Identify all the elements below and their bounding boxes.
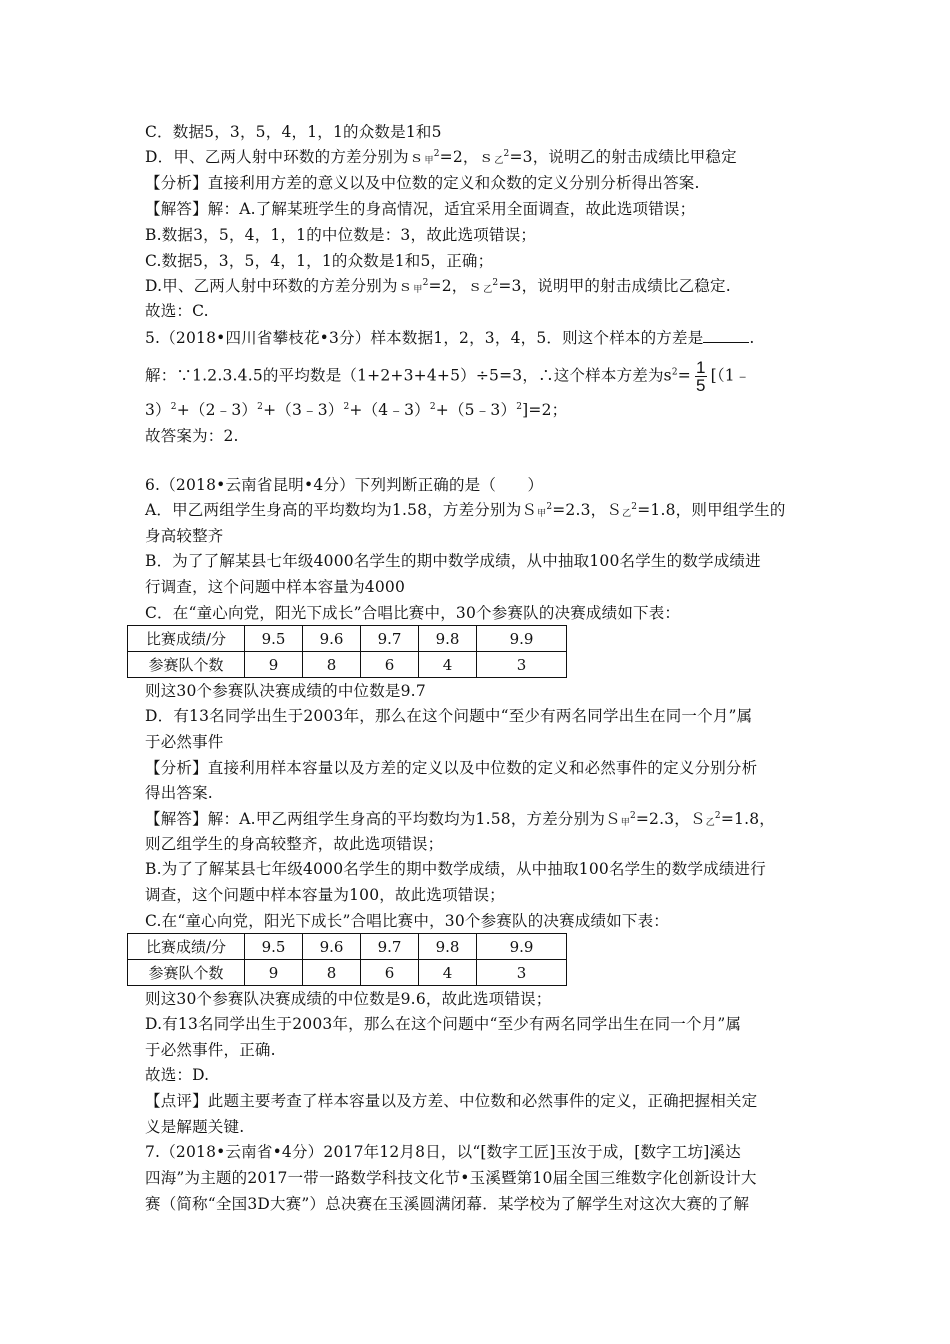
table-row (128, 652, 567, 678)
answer-blank (703, 328, 749, 343)
table-cell: 6 (361, 960, 419, 986)
answer-6-d-cont: 于必然事件，正确. (145, 1041, 276, 1059)
answer-6-b: B.为了了解某县七年级4000名学生的期中数学成绩，从中抽取100名学生的数学成绩进行 (145, 860, 766, 878)
table-cell: 9.6 (303, 626, 361, 652)
table-row (128, 934, 567, 960)
solution-5-line-2: 3）$^2$+（2﹣3）$^2$+（3﹣3）$^2$+（4﹣3）$^2$+（5﹣3）$^2$]=2； (145, 401, 568, 419)
table-cell: 3 (477, 960, 567, 986)
table-cell: 9 (245, 652, 303, 678)
solution-5-answer: 故答案为：2. (145, 427, 239, 445)
comment-6-text-cont: 义是解题关键. (145, 1118, 245, 1136)
question-7-text-cont-2: 赛（简称“全国3D大赛”）总决赛在玉溪圆满闭幕．某学校为了解学生对这次大赛的了解 (145, 1195, 750, 1213)
answer-6-a-cont: 则乙组学生的身高较整齐，故此选项错误； (145, 835, 444, 853)
question-6-option-a: A．甲乙两组学生身高的平均数均为1.58，方差分别为Ｓ$_甲^2$=2.3，Ｓ$_乙^2$=1.8，则甲组学生的 (145, 501, 786, 519)
option-c-text: C．数据5，3，5，4，1，1的众数是1和5 (145, 123, 442, 141)
table-cell: 8 (303, 960, 361, 986)
answer-6-b-cont: 调查，这个问题中样本容量为100，故此选项错误； (145, 886, 505, 904)
answer-6-d: D.有13名同学出生于2003年，那么在这个问题中“至少有两名同学出生在同一个月”属 (145, 1015, 742, 1033)
table-cell: 8 (303, 652, 361, 678)
table-header-cell: 参赛队个数 (128, 960, 245, 986)
table-cell: 3 (477, 652, 567, 678)
question-7-text: 7.（2018•云南省•4分）2017年12月8日，以“[数字工匠]玉汝于成，[数字工坊]溪达 (145, 1143, 741, 1161)
analysis-6-text-cont: 得出答案. (145, 784, 213, 802)
question-6-option-c: C．在“童心向党，阳光下成长”合唱比赛中，30个参赛队的决赛成绩如下表： (145, 604, 681, 622)
question-6-option-a-cont: 身高较整齐 (145, 527, 224, 545)
table-header-cell: 比赛成绩/分 (128, 626, 245, 652)
fraction-one-fifth: $\frac{1}{5}$ (695, 358, 706, 395)
question-5-text: 5.（2018•四川省攀枝花•3分）样本数据1，2，3，4，5．则这个样本的方差是 . (145, 329, 755, 347)
question-7-text-cont-1: 四海”为主题的2017一带一路数学科技文化节•玉溪暨第10届全国三维数字化创新设计大 (145, 1169, 757, 1187)
answer-b-text: B.数据3，5，4，1，1的中位数是：3，故此选项错误； (145, 226, 537, 244)
score-table-2 (127, 933, 567, 986)
score-table (127, 625, 567, 678)
question-6-text: 6.（2018•云南省昆明•4分）下列判断正确的是（ ） (145, 476, 544, 494)
table-cell: 9 (245, 960, 303, 986)
table-cell: 4 (419, 652, 477, 678)
table-cell: 9.6 (303, 934, 361, 960)
table-header-cell: 比赛成绩/分 (128, 934, 245, 960)
option-d-text: D．甲、乙两人射中环数的方差分别为ｓ$_甲^2$=2，ｓ$_乙^2$=3，说明乙的射击成绩比甲稳定 (145, 148, 737, 166)
answer-6-median-text: 则这30个参赛队决赛成绩的中位数是9.6，故此选项错误； (145, 990, 552, 1008)
table-row (128, 626, 567, 652)
table-cell: 9.5 (245, 934, 303, 960)
answer-text: 【解答】解：A.了解某班学生的身高情况，适宜采用全面调查，故此选项错误； (145, 200, 696, 218)
answer-d-text: D.甲、乙两人射中环数的方差分别为ｓ$_甲^2$=2，ｓ$_乙^2$=3，说明甲的射击成绩比乙稳定. (145, 277, 731, 295)
comment-6-text: 【点评】此题主要考查了样本容量以及方差、中位数和必然事件的定义，正确把握相关定 (145, 1092, 758, 1110)
question-6-option-b: B．为了了解某县七年级4000名学生的期中数学成绩，从中抽取100名学生的数学成绩进 (145, 552, 761, 570)
solution-5-line-1: 解：∵1.2.3.4.5的平均数是（1+2+3+4+5）÷5=3，∴这个样本方差为$s^2=$ $\frac{1}{5}$ [（1﹣ (145, 358, 751, 395)
table-cell: 9.8 (419, 626, 477, 652)
table-cell: 9.9 (477, 934, 567, 960)
table-cell: 4 (419, 960, 477, 986)
table-cell: 6 (361, 652, 419, 678)
analysis-text: 【分析】直接利用方差的意义以及中位数的定义和众数的定义分别分析得出答案. (145, 174, 700, 192)
table-cell: 9.8 (419, 934, 477, 960)
answer-6-c: C.在“童心向党，阳光下成长”合唱比赛中，30个参赛队的决赛成绩如下表： (145, 912, 670, 930)
answer-choice-text: 故选：C. (145, 302, 209, 320)
table-cell: 9.7 (361, 626, 419, 652)
analysis-6-text: 【分析】直接利用样本容量以及方差的定义以及中位数的定义和必然事件的定义分别分析 (145, 759, 758, 777)
table-row (128, 960, 567, 986)
table-cell: 9.9 (477, 626, 567, 652)
answer-c-text: C.数据5，3，5，4，1，1的众数是1和5，正确； (145, 252, 494, 270)
question-6-option-b-cont: 行调查，这个问题中样本容量为4000 (145, 578, 406, 596)
table-cell: 9.5 (245, 626, 303, 652)
answer-6-a: 【解答】解：A.甲乙两组学生身高的平均数均为1.58，方差分别为Ｓ$_甲^2$=2.3，Ｓ$_乙^2$=1.8， (145, 810, 775, 828)
question-6-median-text: 则这30个参赛队决赛成绩的中位数是9.7 (145, 682, 426, 700)
question-6-option-d-cont: 于必然事件 (145, 733, 224, 751)
table-cell: 9.7 (361, 934, 419, 960)
answer-6-choice: 故选：D. (145, 1066, 210, 1084)
question-6-option-d: D．有13名同学出生于2003年，那么在这个问题中“至少有两名同学出生在同一个月”属 (145, 707, 753, 725)
table-header-cell: 参赛队个数 (128, 652, 245, 678)
